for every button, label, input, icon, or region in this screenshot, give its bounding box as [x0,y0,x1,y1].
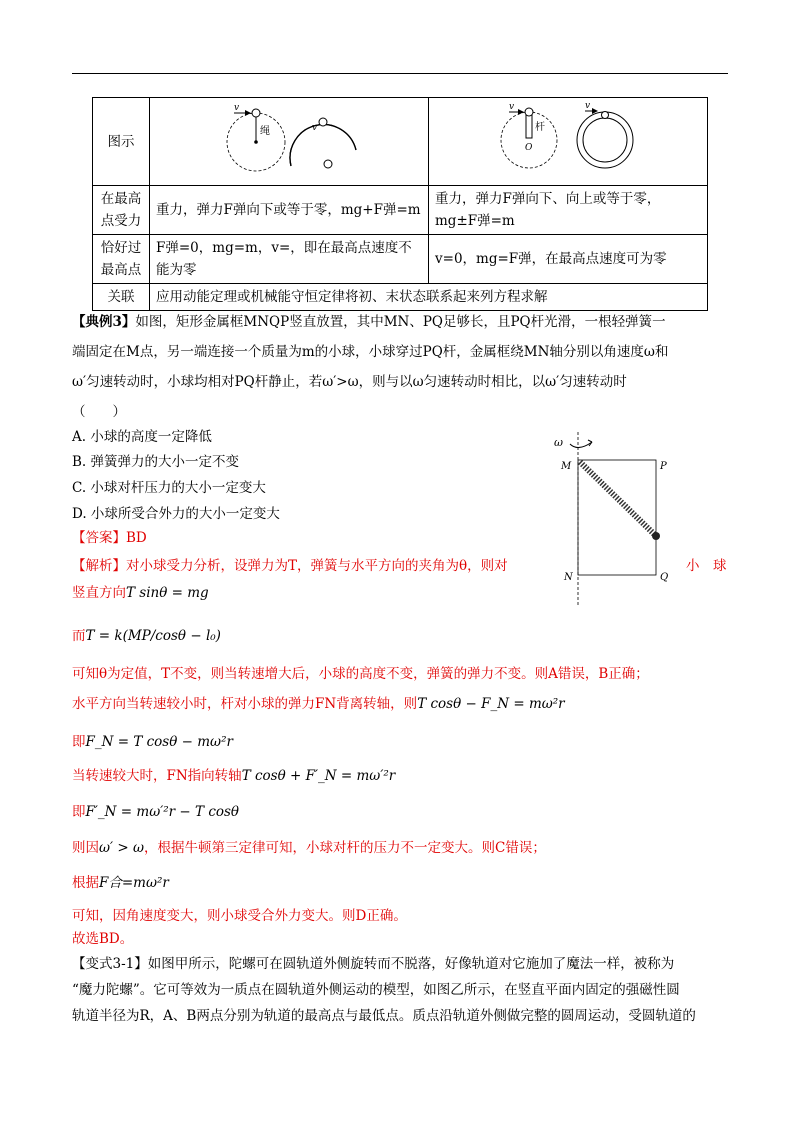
rod-top-force: 重力，弹力F弹向下、向上或等于零，mg±F弹=m [429,186,708,235]
eq-7: ω′ > ω [99,840,144,856]
option-c: C. 小球对杆压力的大小一定变大 [72,480,266,496]
variant-line-3: 轨道半径为R，A、B两点分别为轨道的最高点与最低点。质点沿轨道外侧做完整的圆周运动，受圆轨道的 [72,1008,696,1024]
analysis-text-9a: 则因 [72,840,99,856]
analysis-line-1b: 小 球 [686,558,727,574]
eq-1: T sinθ = mg [126,585,209,601]
variant-line-1: 【变式3-1】如图甲所示，陀螺可在圆轨道外侧旋转而不脱落，好像轨道对它施加了魔法一样，被称为 [72,956,675,972]
analysis-line-4: 可知θ为定值，T不变，则当转速增大后，小球的高度不变，弹簧的弹力不变。则A错误，B正确； [72,666,649,682]
n-label: N [564,572,573,583]
variant-line-2: “魔力陀螺”。它可等效为一质点在圆轨道外侧运动的模型，如图乙所示，在竖直平面内固定的强磁性圆 [72,982,680,998]
option-d: D. 小球所受合外力的大小一定变大 [72,506,280,522]
example-line-2: 端固定在M点，另一端连接一个质量为m的小球，小球穿过PQ杆，金属框绕MN轴分别以角速度ω和 [72,344,669,360]
analysis-text-1: 对小球受力分析，设弹力为T，弹簧与水平方向的夹角为θ，则对 [126,558,508,574]
o-label: O [525,143,533,153]
analysis-line-5 [72,694,565,714]
answer-label: 【答案】 [72,530,126,546]
rope-just-pass: F弹=0，mg=m，v=，即在最高点速度不能为零 [150,235,429,284]
rod-label: 杆 [535,122,545,133]
example-title: 【典例3】 [72,314,136,330]
analysis-line-3 [72,626,221,646]
answer-line [72,528,147,548]
p-label: P [660,461,667,472]
eq-5: T cosθ + F′_N = mω′²r [241,768,396,784]
analysis-text-5: 水平方向当转速较小时，杆对小球的弹力FN背离转轴，则 [72,696,418,712]
example-text-1: 如图，矩形金属框MNQP竖直放置，其中MN、PQ足够长，且PQ杆光滑，一根轻弹簧一 [135,314,666,330]
example-line-3: ω′匀速转动时，小球均相对PQ杆静止，若ω′>ω，则与以ω匀速转动时相比，以ω′匀速转动时 [72,374,627,390]
v-label-2: v [312,123,318,133]
answer-value: BD [126,530,147,546]
relation-text: 应用动能定理或机械能守恒定律将初、末状态联系起来列方程求解 [150,284,708,311]
analysis-text-2: 竖直方向 [72,585,126,601]
analysis-line-6 [72,732,233,752]
analysis-line-8 [72,802,239,822]
eq-2: T = k(MP/cosθ − l₀) [85,628,221,644]
rope-top-force: 重力，弹力F弹向下或等于零，mg+F弹=m [150,186,429,235]
analysis-label: 【解析】 [72,558,126,574]
analysis-line-9 [72,838,546,858]
omega-label: ω [554,436,563,449]
row-head-just-pass: 恰好过最高点 [93,235,150,284]
rope-label: 绳 [260,126,270,137]
analysis-line-10 [72,873,169,893]
eq-6: F′_N = mω′²r − T cosθ [85,804,240,820]
m-label: M [561,461,572,472]
analysis-text-10: 根据 [72,875,99,891]
option-a: A. 小球的高度一定降低 [72,429,212,445]
q-label: Q [660,572,668,583]
v-label: v [234,103,240,113]
frame-spring-figure [548,432,668,607]
analysis-line-12: 故选BD。 [72,931,134,947]
v-label-3: v [509,102,515,112]
analysis-text-9b: ，根据牛顿第三定律可知，小球对杆的压力不一定变大。则C错误； [143,840,546,856]
analysis-text-6: 即 [72,734,86,750]
comparison-table [92,97,708,311]
choice-parens: （ ） [72,404,126,420]
rod-model-figure [429,98,708,186]
example-line-1 [72,312,666,332]
rod-just-pass: v=0，mg=F弹，在最高点速度可为零 [429,235,708,284]
option-b: B. 弹簧弹力的大小一定不变 [72,454,240,470]
rope-model-figure [150,98,429,186]
analysis-line-7 [72,766,395,786]
analysis-line-11: 可知，因角速度变大，则小球受合外力变大。则D正确。 [72,908,407,924]
eq-8: F合=mω²r [99,875,169,891]
ball [652,532,660,540]
row-head-figure: 图示 [93,98,150,186]
analysis-text-7: 当转速较大时，FN指向转轴 [72,768,242,784]
analysis-line-2 [72,583,209,603]
v-label-4: v [585,101,591,111]
eq-4: F_N = T cosθ − mω²r [85,734,233,750]
row-head-top-force: 在最高点受力 [93,186,150,235]
analysis-line-1 [72,556,508,576]
row-head-relation: 关联 [93,284,150,311]
analysis-text-8: 即 [72,804,86,820]
analysis-text-3: 而 [72,628,86,644]
eq-3: T cosθ − F_N = mω²r [417,696,565,712]
header-rule [72,73,728,74]
